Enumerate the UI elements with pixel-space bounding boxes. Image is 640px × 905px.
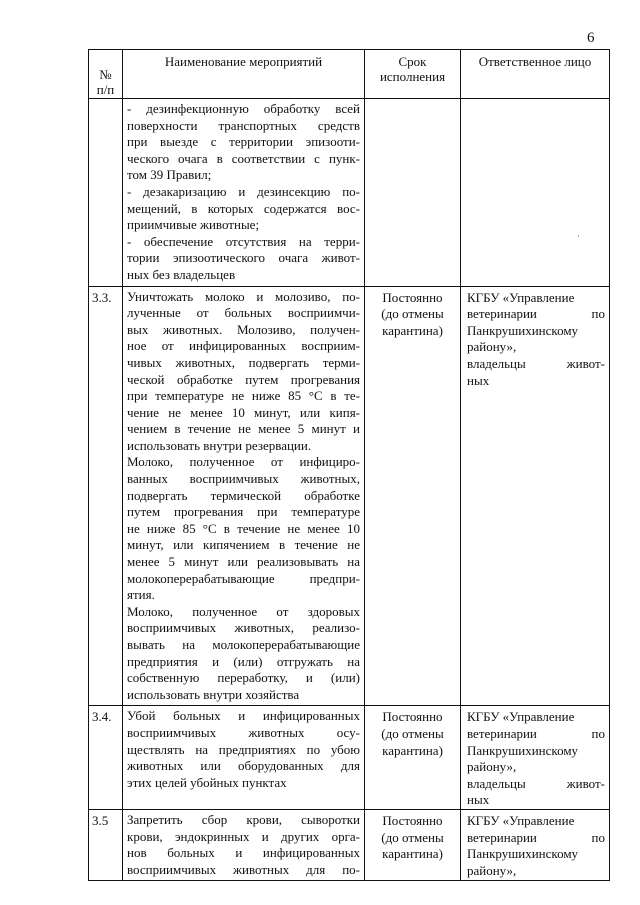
measure-text-line: восприимчивых животных, реализо- [127, 620, 360, 636]
measure-text-line: - дезакаризацию и дезинсекцию по- [127, 183, 360, 199]
measures-table [88, 49, 610, 881]
measure-text-line: молокоперерабатывающие предпри- [127, 570, 360, 586]
measure-text [123, 286, 365, 706]
term-cell-line: Постоянно [382, 812, 443, 828]
measure-text-line: нов больных и инфицированных [127, 845, 360, 861]
measure-text-line: при выезде с территории эпизооти- [127, 134, 360, 150]
measure-text-line: минут, или кипячением в течение не [127, 537, 360, 553]
responsible-cell-line: Панкрушихинскому [467, 846, 579, 862]
measure-text-line: поверхности транспортных средств [127, 117, 360, 133]
responsible-cell-line: Панкрушихинскому [467, 322, 579, 338]
table-body [89, 99, 610, 881]
term-cell [365, 809, 461, 880]
measure-text-line: тории эпизоотического очага живот- [127, 250, 360, 266]
measure-text-line: собственную переработку, и (или) [127, 670, 360, 686]
measure-text-line: восприимчивых животных для по- [127, 861, 360, 877]
measure-text-line: вывать на молокоперерабатывающие [127, 637, 360, 652]
responsible-cell-line: ных [467, 372, 490, 388]
measure-text-line: Молоко, полученное от инфициро- [127, 454, 360, 470]
measure-text-line: путем прогревания при температуре [127, 504, 360, 520]
measure-text-line: крови, эндокринных и других орга- [127, 828, 360, 844]
measure-text-line: не ниже 85 °С в течение не менее 10 [127, 520, 360, 536]
responsible-cell-line: ветеринарии по [467, 306, 605, 322]
measure-text-line: Запретить сбор крови, сыворотки [127, 811, 360, 827]
term-cell-line: Постоянно [382, 709, 443, 725]
responsible-cell [461, 706, 610, 810]
measure-text-line: мещений, в которых содержатся вос- [127, 200, 360, 216]
stray-mark: · [577, 232, 580, 241]
measure-text-line: ных без владельцев [127, 266, 236, 282]
responsible-cell-line: району», [467, 339, 517, 355]
term-cell-line: карантина) [382, 742, 443, 758]
row-number: 3.4. [89, 706, 123, 810]
measure-text-line: ятия. [127, 587, 155, 603]
term-cell-line: карантина) [382, 322, 443, 338]
header-responsible: Ответственное лицо [461, 50, 610, 99]
measure-text-line: животных или оборудованных для [127, 758, 360, 774]
term-cell [365, 99, 461, 287]
measure-text [123, 99, 365, 287]
table-row [89, 706, 610, 810]
header-number [89, 50, 123, 99]
responsible-cell-line: району», [467, 862, 517, 878]
table-header-row [89, 50, 610, 99]
measure-text-line: ческого очага в соответствии с пунк- [127, 150, 360, 166]
table-row [89, 809, 610, 880]
term-cell-line: (до отмены [381, 829, 444, 845]
header-number-line: № [99, 67, 112, 82]
row-number: 3.3. [89, 286, 123, 706]
table-row [89, 99, 610, 287]
responsible-cell [461, 99, 610, 287]
table-row [89, 286, 610, 706]
term-cell-line: (до отмены [381, 306, 444, 322]
header-term-line: исполнения [379, 69, 446, 84]
measure-text-line: ное от инфицированных восприим- [127, 338, 360, 354]
measure-text-line: - обеспечение отсутствия на терри- [127, 233, 360, 249]
responsible-cell-line: району», [467, 759, 517, 775]
measure-text-line: ческой обработке путем прогревания [127, 371, 360, 387]
responsible-cell-line: ветеринарии по [467, 725, 605, 741]
measure-text-line: приимчивые животные; [127, 217, 260, 233]
measure-text-line: использовать внутри хозяйства [127, 686, 300, 702]
row-number: 3.5 [89, 809, 123, 880]
measure-text-line: Уничтожать молоко и молозиво, по- [127, 288, 360, 304]
responsible-cell-line: ветеринарии по [467, 829, 605, 845]
responsible-cell [461, 809, 610, 880]
measure-text-line: предприятия и (или) отгружать на [127, 653, 360, 669]
responsible-cell-line: ных [467, 792, 490, 808]
measure-text-line: менее 5 минут или реализовывать на [127, 554, 360, 570]
responsible-cell-line: КГБУ «Управление [467, 709, 575, 725]
measure-text-line: чением в течение не менее 5 минут и [127, 421, 360, 437]
responsible-cell-line: Панкрушихинскому [467, 742, 579, 758]
responsible-cell-line: КГБУ «Управление [467, 812, 575, 828]
term-cell-line: (до отмены [381, 725, 444, 741]
measure-text-line: Убой больных и инфицированных [127, 708, 360, 724]
term-cell [365, 706, 461, 810]
page-number: 6 [587, 30, 595, 46]
header-measures: Наименование мероприятий [123, 50, 365, 99]
measure-text-line: ществлять на предприятиях по убою [127, 741, 360, 757]
header-number-line: п/п [96, 82, 115, 97]
term-cell-line: Постоянно [382, 289, 443, 305]
measure-text-line: использовать внутри резервации. [127, 437, 312, 453]
term-cell [365, 286, 461, 706]
responsible-cell-line: владельцы живот- [467, 775, 605, 791]
header-term [365, 50, 461, 99]
measure-text-line: при температуре не ниже 85 °С в те- [127, 388, 360, 404]
measure-text-line: вых животных. Молозиво, получен- [127, 321, 360, 337]
responsible-cell [461, 286, 610, 706]
term-cell-line: карантина) [382, 846, 443, 862]
responsible-cell-line: КГБУ «Управление [467, 289, 575, 305]
measure-text-line: подвергать термической обработке [127, 487, 360, 503]
measure-text-line: чивых животных, подвергать терми- [127, 354, 360, 370]
measure-text-line: ванных восприимчивых животных, [127, 471, 360, 487]
measure-text-line: - дезинфекционную обработку всей [127, 101, 360, 116]
measure-text [123, 706, 365, 810]
measure-text-line: том 39 Правил; [127, 167, 212, 183]
measure-text-line: чение не менее 10 минут, или кипя- [127, 404, 360, 420]
measure-text [123, 809, 365, 880]
measure-text-line: восприимчивых животных осу- [127, 724, 360, 740]
header-term-line: Срок [398, 54, 427, 69]
measure-text-line: этих целей убойных пунктах [127, 774, 287, 790]
measure-text-line: лученные от больных восприимчи- [127, 305, 360, 321]
row-number [89, 99, 123, 287]
measure-text-line: Молоко, полученное от здоровых [127, 603, 360, 619]
responsible-cell-line: владельцы живот- [467, 355, 605, 371]
